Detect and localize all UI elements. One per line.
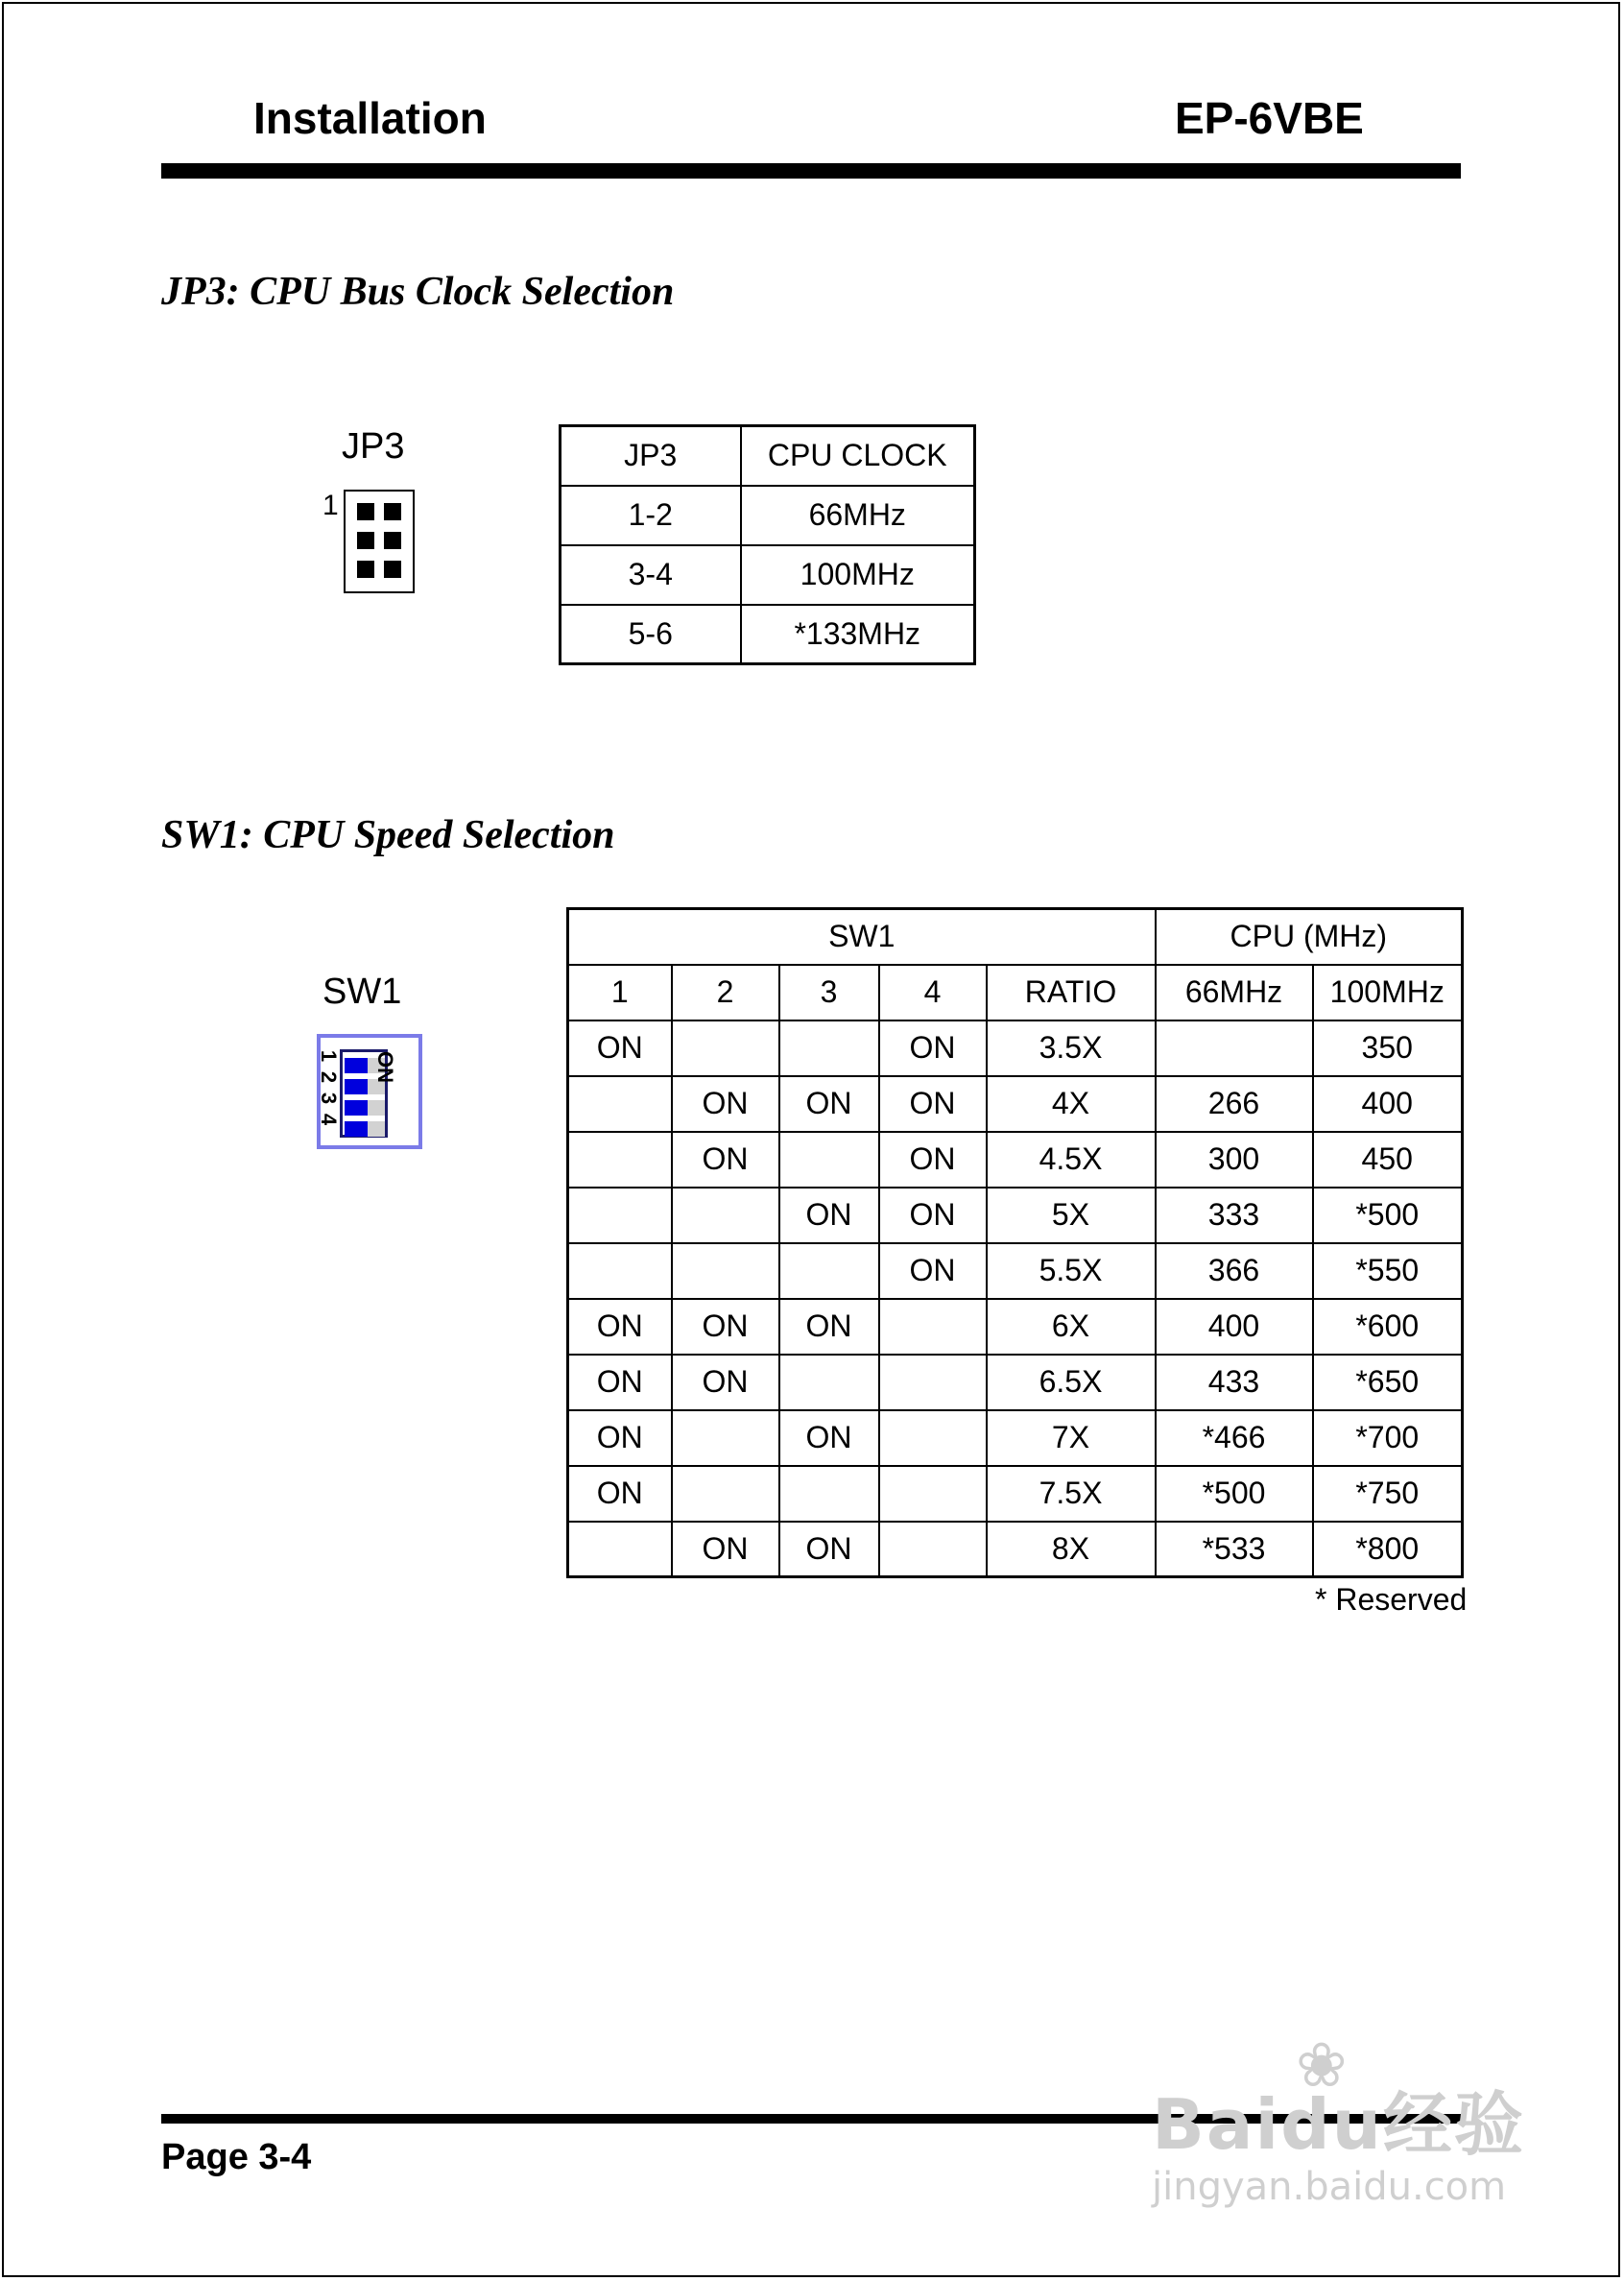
dip-switch-icon xyxy=(317,1034,422,1149)
table-cell xyxy=(1156,1020,1313,1076)
table-cell: ON xyxy=(568,1466,672,1522)
jp3-diagram-label: JP3 xyxy=(342,426,405,467)
header-cell: CPU CLOCK xyxy=(741,426,975,486)
table-row xyxy=(568,1020,1463,1076)
table-cell: ON xyxy=(779,1299,879,1355)
group-header-cell: CPU (MHz) xyxy=(1156,909,1463,965)
dip-toggle-3 xyxy=(345,1100,385,1116)
table-row xyxy=(568,1076,1463,1132)
header-cell: JP3 xyxy=(561,426,741,486)
jp3-pin1-label: 1 xyxy=(322,490,339,521)
table-cell xyxy=(779,1243,879,1299)
table-row xyxy=(568,1243,1463,1299)
dip-on-label: ON xyxy=(373,1051,397,1083)
header-cell: RATIO xyxy=(987,965,1156,1020)
paw-icon: ❀ xyxy=(1296,2030,1348,2101)
table-cell: *533 xyxy=(1156,1522,1313,1577)
table-cell: 5-6 xyxy=(561,605,741,664)
table-cell: ON xyxy=(879,1076,987,1132)
header-title: Installation xyxy=(253,93,487,143)
table-row xyxy=(568,1188,1463,1243)
jumper-pin-4 xyxy=(384,532,401,549)
table-group-header-row xyxy=(568,909,1463,965)
table-cell xyxy=(879,1522,987,1577)
table-cell: ON xyxy=(879,1132,987,1188)
sw1-diagram-label: SW1 xyxy=(322,972,402,1012)
header-cell: 100MHz xyxy=(1313,965,1463,1020)
table-row xyxy=(568,1355,1463,1410)
table-cell xyxy=(568,1188,672,1243)
header-cell: 3 xyxy=(779,965,879,1020)
sw1-speed-table xyxy=(566,907,1464,1578)
table-cell: 6X xyxy=(987,1299,1156,1355)
table-cell: 5X xyxy=(987,1188,1156,1243)
table-cell xyxy=(672,1188,779,1243)
table-cell: *600 xyxy=(1313,1299,1463,1355)
table-cell xyxy=(568,1076,672,1132)
table-cell: *700 xyxy=(1313,1410,1463,1466)
table-cell: *466 xyxy=(1156,1410,1313,1466)
table-cell: *650 xyxy=(1313,1355,1463,1410)
table-cell xyxy=(779,1466,879,1522)
header-cell: 2 xyxy=(672,965,779,1020)
table-cell: 366 xyxy=(1156,1243,1313,1299)
table-row xyxy=(561,605,975,664)
table-cell: 66MHz xyxy=(741,486,975,545)
header-cell: 1 xyxy=(568,965,672,1020)
table-cell: ON xyxy=(779,1188,879,1243)
table-cell: *133MHz xyxy=(741,605,975,664)
table-cell: ON xyxy=(568,1355,672,1410)
table-cell: 400 xyxy=(1313,1076,1463,1132)
table-cell xyxy=(568,1243,672,1299)
watermark-brand: Baidu经验 xyxy=(1152,2084,1525,2165)
table-row xyxy=(568,1299,1463,1355)
table-cell: ON xyxy=(779,1076,879,1132)
jumper-pin-5 xyxy=(357,561,374,578)
table-cell: 4X xyxy=(987,1076,1156,1132)
table-cell: 8X xyxy=(987,1522,1156,1577)
dip-number-4: 4 xyxy=(317,1113,342,1126)
table-cell: *800 xyxy=(1313,1522,1463,1577)
table-cell xyxy=(672,1243,779,1299)
table-cell xyxy=(779,1355,879,1410)
table-cell: 7.5X xyxy=(987,1466,1156,1522)
table-cell: ON xyxy=(672,1355,779,1410)
table-cell: ON xyxy=(568,1020,672,1076)
header-cell: 4 xyxy=(879,965,987,1020)
table-cell xyxy=(879,1355,987,1410)
jumper-pin-6 xyxy=(384,561,401,578)
dip-toggle-4 xyxy=(345,1121,385,1137)
table-cell: 433 xyxy=(1156,1355,1313,1410)
table-cell: ON xyxy=(672,1522,779,1577)
watermark-url: jingyan.baidu.com xyxy=(1152,2165,1507,2209)
dip-number-3: 3 xyxy=(317,1092,342,1105)
table-cell: 350 xyxy=(1313,1020,1463,1076)
table-cell: *750 xyxy=(1313,1466,1463,1522)
group-header-cell: SW1 xyxy=(568,909,1156,965)
table-cell: 450 xyxy=(1313,1132,1463,1188)
table-cell xyxy=(672,1410,779,1466)
table-cell: 3-4 xyxy=(561,545,741,605)
reserved-note: * Reserved xyxy=(1315,1582,1468,1617)
table-cell: ON xyxy=(879,1020,987,1076)
jumper-pin-2 xyxy=(384,503,401,520)
table-row xyxy=(561,545,975,605)
table-cell: ON xyxy=(672,1299,779,1355)
table-cell: 3.5X xyxy=(987,1020,1156,1076)
table-cell xyxy=(779,1132,879,1188)
table-cell: *550 xyxy=(1313,1243,1463,1299)
table-cell: ON xyxy=(672,1076,779,1132)
jumper-pin-1 xyxy=(357,503,374,520)
table-cell: ON xyxy=(779,1522,879,1577)
table-cell: 5.5X xyxy=(987,1243,1156,1299)
table-cell: 300 xyxy=(1156,1132,1313,1188)
table-row xyxy=(568,1522,1463,1577)
table-cell: ON xyxy=(879,1243,987,1299)
table-cell: ON xyxy=(672,1132,779,1188)
table-cell: 333 xyxy=(1156,1188,1313,1243)
table-cell: *500 xyxy=(1313,1188,1463,1243)
sw1-section-title: SW1: CPU Speed Selection xyxy=(161,813,615,857)
table-row xyxy=(568,1410,1463,1466)
header-cell: 66MHz xyxy=(1156,965,1313,1020)
table-cell xyxy=(779,1020,879,1076)
table-cell xyxy=(879,1410,987,1466)
table-cell xyxy=(879,1466,987,1522)
table-cell: ON xyxy=(568,1299,672,1355)
table-cell xyxy=(568,1522,672,1577)
table-row xyxy=(568,1466,1463,1522)
table-cell xyxy=(672,1466,779,1522)
watermark xyxy=(1152,2030,1536,2222)
table-cell: 266 xyxy=(1156,1076,1313,1132)
table-cell: 100MHz xyxy=(741,545,975,605)
table-cell xyxy=(568,1132,672,1188)
table-cell: 1-2 xyxy=(561,486,741,545)
jp3-jumper-icon xyxy=(344,490,415,593)
header-rule xyxy=(161,163,1461,179)
table-cell xyxy=(879,1299,987,1355)
jp3-clock-table xyxy=(559,424,976,665)
dip-number-1: 1 xyxy=(317,1049,342,1063)
dip-number-2: 2 xyxy=(317,1070,342,1084)
table-row xyxy=(561,486,975,545)
jp3-section-title: JP3: CPU Bus Clock Selection xyxy=(161,270,675,314)
table-cell: 7X xyxy=(987,1410,1156,1466)
page-number: Page 3-4 xyxy=(161,2137,312,2177)
jumper-pin-3 xyxy=(357,532,374,549)
table-cell: *500 xyxy=(1156,1466,1313,1522)
table-cell xyxy=(672,1020,779,1076)
table-row xyxy=(568,1132,1463,1188)
table-cell: ON xyxy=(779,1410,879,1466)
table-header-row xyxy=(561,426,975,486)
header-model: EP-6VBE xyxy=(1175,93,1364,143)
table-header-row xyxy=(568,965,1463,1020)
table-cell: ON xyxy=(879,1188,987,1243)
table-cell: ON xyxy=(568,1410,672,1466)
table-cell: 4.5X xyxy=(987,1132,1156,1188)
table-cell: 6.5X xyxy=(987,1355,1156,1410)
table-cell: 400 xyxy=(1156,1299,1313,1355)
